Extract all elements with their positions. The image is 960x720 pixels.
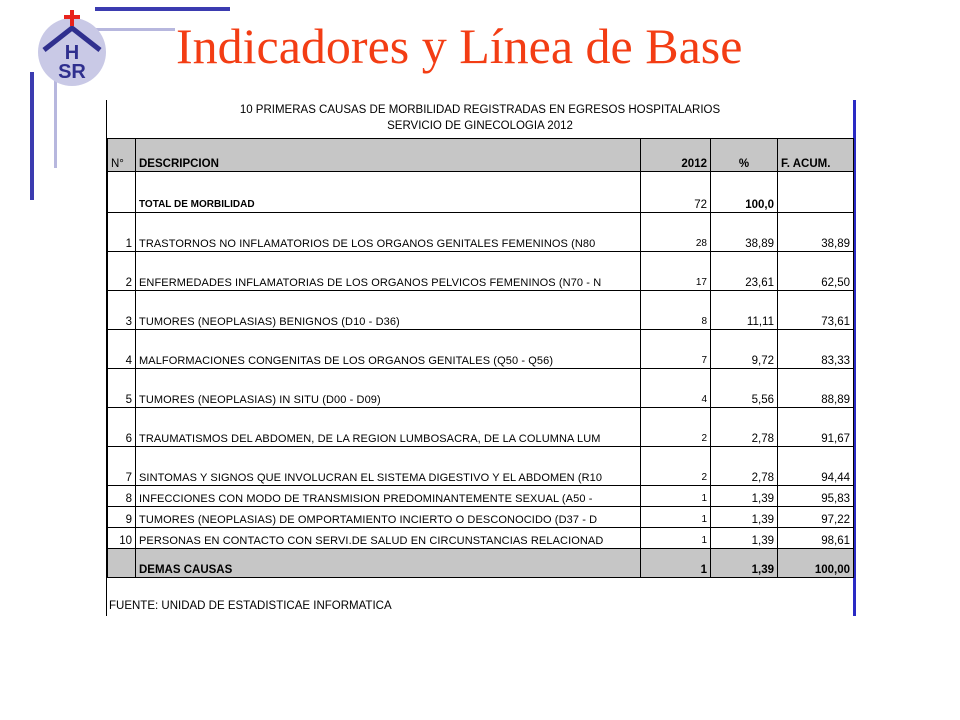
row-acum: 88,89 [778,369,854,408]
row-num: 8 [108,486,136,507]
row-desc: SINTOMAS Y SIGNOS QUE INVOLUCRAN EL SISTEMA DIGESTIVO Y EL ABDOMEN (R10 [136,447,641,486]
row-year: 1 [641,486,711,507]
total-year: 72 [641,172,711,213]
table-row [108,528,854,549]
frame-top-line [95,7,230,11]
row-num: 5 [108,369,136,408]
row-num: 3 [108,291,136,330]
other-acum: 100,00 [778,549,854,578]
row-num: 6 [108,408,136,447]
row-pct: 9,72 [711,330,778,369]
row-desc: TUMORES (NEOPLASIAS) DE OMPORTAMIENTO INCIERTO O DESCONOCIDO (D37 - D [136,507,641,528]
row-desc: PERSONAS EN CONTACTO CON SERVI.DE SALUD EN CIRCUNSTANCIAS RELACIONAD [136,528,641,549]
row-acum: 73,61 [778,291,854,330]
total-acum [778,172,854,213]
table-header-row [108,139,854,172]
row-num: 7 [108,447,136,486]
total-num [108,172,136,213]
row-desc: TRAUMATISMOS DEL ABDOMEN, DE LA REGION LUMBOSACRA, DE LA COLUMNA LUM [136,408,641,447]
other-causes-row [108,549,854,578]
row-acum: 95,83 [778,486,854,507]
row-year: 2 [641,408,711,447]
row-acum: 91,67 [778,408,854,447]
row-desc: ENFERMEDADES INFLAMATORIAS DE LOS ORGANOS PELVICOS FEMENINOS (N70 - N [136,252,641,291]
col-header-desc: DESCRIPCION [136,139,641,172]
col-header-year: 2012 [641,139,711,172]
logo-letters-bottom: SR [58,61,86,83]
logo-letters-top: H [64,42,80,64]
row-acum: 38,89 [778,213,854,252]
row-pct: 2,78 [711,447,778,486]
other-pct: 1,39 [711,549,778,578]
col-header-pct: % [711,139,778,172]
row-desc: INFECCIONES CON MODO DE TRANSMISION PREDOMINANTEMENTE SEXUAL (A50 - [136,486,641,507]
row-acum: 98,61 [778,528,854,549]
table-row [108,447,854,486]
other-year: 1 [641,549,711,578]
other-num [108,549,136,578]
row-num: 9 [108,507,136,528]
row-year: 1 [641,507,711,528]
row-pct: 1,39 [711,507,778,528]
col-header-acum: F. ACUM. [778,139,854,172]
row-year: 7 [641,330,711,369]
row-num: 1 [108,213,136,252]
table-title-line1: 10 PRIMERAS CAUSAS DE MORBILIDAD REGISTRADAS EN EGRESOS HOSPITALARIOS [239,104,721,116]
table-row [108,507,854,528]
hospital-logo [32,8,112,88]
row-year: 4 [641,369,711,408]
table-title-line2: SERVICIO DE GINECOLOGIA 2012 [387,120,573,132]
row-pct: 2,78 [711,408,778,447]
row-desc: TUMORES (NEOPLASIAS) IN SITU (D00 - D09) [136,369,641,408]
row-acum: 83,33 [778,330,854,369]
morbidity-table-sheet [106,100,856,616]
total-desc: TOTAL DE MORBILIDAD [136,172,641,213]
row-num: 4 [108,330,136,369]
morbidity-table [107,138,854,578]
row-pct: 1,39 [711,486,778,507]
row-acum: 97,22 [778,507,854,528]
total-row [108,172,854,213]
row-year: 28 [641,213,711,252]
table-source: FUENTE: UNIDAD DE ESTADISTICAE INFORMATICA [109,600,392,612]
row-num: 2 [108,252,136,291]
row-year: 1 [641,528,711,549]
table-row [108,252,854,291]
table-row [108,486,854,507]
row-acum: 62,50 [778,252,854,291]
row-pct: 5,56 [711,369,778,408]
row-year: 2 [641,447,711,486]
row-desc: TRASTORNOS NO INFLAMATORIOS DE LOS ORGANOS GENITALES FEMENINOS (N80 [136,213,641,252]
row-year: 8 [641,291,711,330]
row-pct: 1,39 [711,528,778,549]
table-row [108,408,854,447]
row-num: 10 [108,528,136,549]
row-pct: 38,89 [711,213,778,252]
row-desc: MALFORMACIONES CONGENITAS DE LOS ORGANOS GENITALES (Q50 - Q56) [136,330,641,369]
other-desc: DEMAS CAUSAS [136,549,641,578]
table-row [108,213,854,252]
slide-title: Indicadores y Línea de Base [176,18,743,74]
table-title [107,100,853,140]
row-acum: 94,44 [778,447,854,486]
row-desc: TUMORES (NEOPLASIAS) BENIGNOS (D10 - D36) [136,291,641,330]
row-pct: 11,11 [711,291,778,330]
table-row [108,369,854,408]
frame-left-line [30,72,34,200]
row-year: 17 [641,252,711,291]
table-row [108,291,854,330]
table-row [108,330,854,369]
col-header-num: N° [108,139,136,172]
row-pct: 23,61 [711,252,778,291]
total-pct: 100,0 [711,172,778,213]
